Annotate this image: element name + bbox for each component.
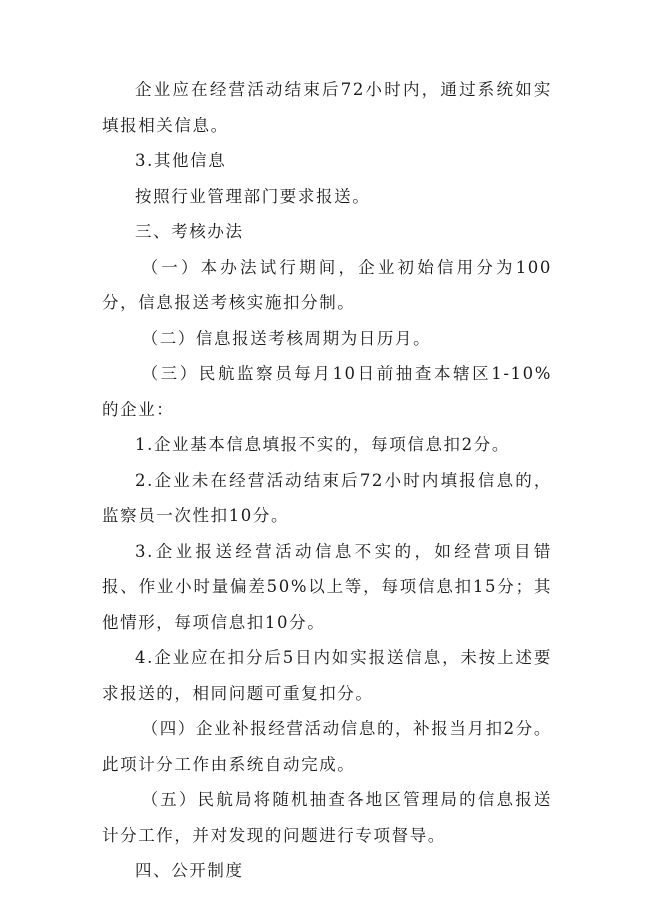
paragraph-rule-1: 1.企业基本信息填报不实的，每项信息扣2分。 [135,435,510,454]
paragraph-item-1: （一）本办法试行期间，企业初始信用分为100分，信息报送考核实施扣分制。 [102,257,552,312]
paragraph-report-deadline: 企业应在经营活动结束后72小时内，通过系统如实填报相关信息。 [102,80,552,135]
paragraph-rule-2: 2.企业未在经营活动结束后72小时内填报信息的，监察员一次性扣10分。 [102,470,552,525]
paragraph-rule-3: 3.企业报送经营活动信息不实的，如经营项目错报、作业小时量偏差50%以上等，每项信息扣15分；其他情形，每项信息扣10分。 [102,541,552,632]
paragraph-item-3: （三）民航监察员每月10日前抽查本辖区1-10%的企业： [102,364,552,419]
paragraph-item-4: （四）企业补报经营活动信息的，补报当月扣2分。此项计分工作由系统自动完成。 [102,719,552,774]
paragraph-item-5: （五）民航局将随机抽查各地区管理局的信息报送计分工作，并对发现的问题进行专项督导。 [102,790,552,845]
paragraph-other-info-heading: 3.其他信息 [135,151,227,170]
section-heading-disclosure: 四、公开制度 [135,861,244,880]
section-heading-assessment: 三、考核办法 [135,222,244,241]
paragraph-other-info-body: 按照行业管理部门要求报送。 [135,186,371,206]
document-body [102,72,552,889]
paragraph-rule-4: 4.企业应在扣分后5日内如实报送信息，未按上述要求报送的，相同问题可重复扣分。 [102,648,552,703]
paragraph-item-2: （二）信息报送考核周期为日历月。 [141,328,432,348]
